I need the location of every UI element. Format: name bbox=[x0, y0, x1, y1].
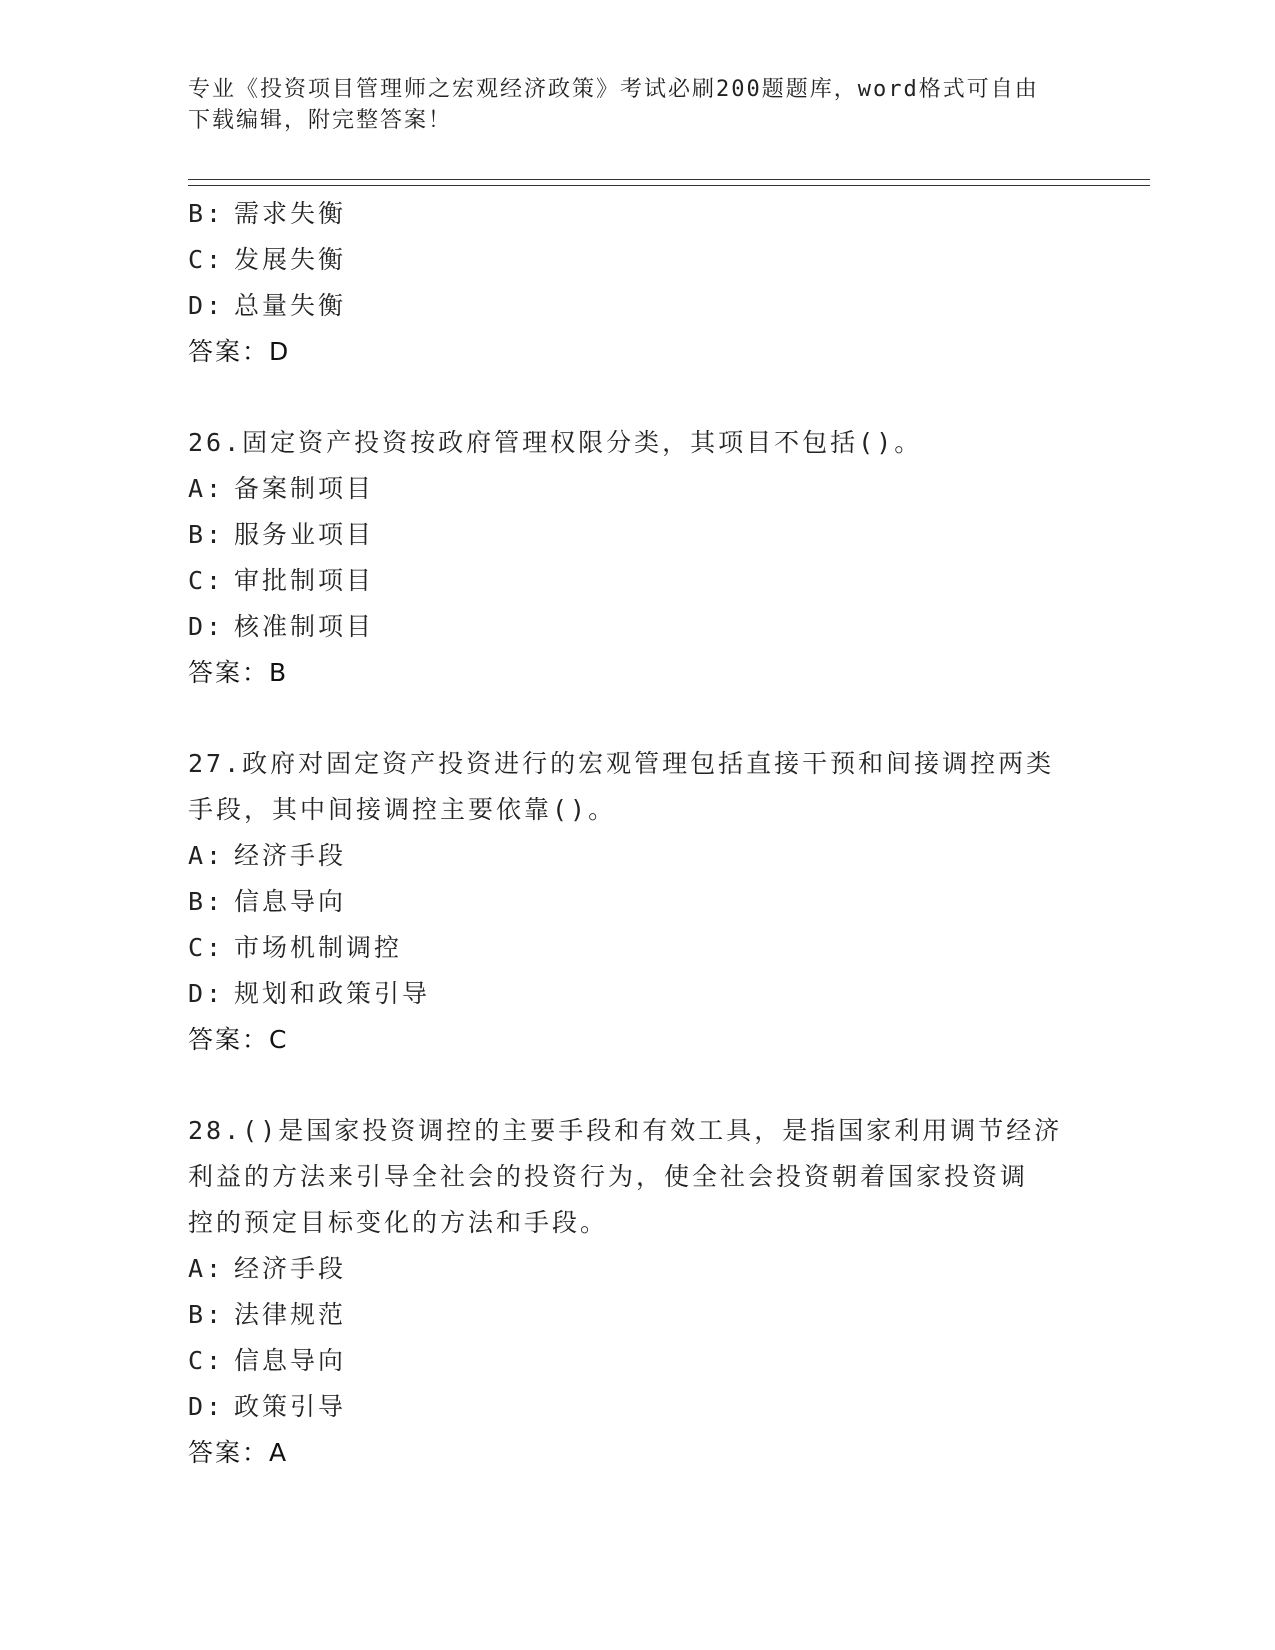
option-a bbox=[188, 466, 1088, 512]
option-b bbox=[188, 191, 1088, 237]
option-letter: C: bbox=[188, 566, 225, 595]
header-divider bbox=[188, 179, 1150, 186]
option-text: 经济手段 bbox=[234, 1254, 347, 1283]
option-letter: C: bbox=[188, 1346, 225, 1375]
option-text: 政策引导 bbox=[234, 1392, 347, 1421]
option-letter: C: bbox=[188, 933, 225, 962]
question-28 bbox=[188, 1108, 1088, 1476]
answer-line: 答案：D bbox=[188, 337, 291, 366]
option-d bbox=[188, 1384, 1088, 1430]
option-text: 规划和政策引导 bbox=[234, 979, 431, 1008]
spacer bbox=[188, 375, 1088, 420]
question-stem-line-2: 手段，其中间接调控主要依靠()。 bbox=[188, 795, 617, 824]
spacer bbox=[188, 696, 1088, 741]
question-list bbox=[188, 191, 1088, 1476]
option-text: 信息导向 bbox=[234, 887, 347, 916]
option-c bbox=[188, 237, 1088, 283]
option-letter: A: bbox=[188, 1254, 225, 1283]
answer-line: 答案：B bbox=[188, 658, 289, 687]
question-26 bbox=[188, 420, 1088, 696]
option-text: 信息导向 bbox=[234, 1346, 347, 1375]
question-stem-line-1: 27.政府对固定资产投资进行的宏观管理包括直接干预和间接调控两类 bbox=[188, 749, 1055, 778]
option-letter: B: bbox=[188, 199, 225, 228]
option-letter: B: bbox=[188, 1300, 225, 1329]
option-letter: D: bbox=[188, 291, 225, 320]
question-25 bbox=[188, 191, 1088, 375]
answer-line: 答案：A bbox=[188, 1438, 289, 1467]
question-stem-line-1: 28.()是国家投资调控的主要手段和有效工具，是指国家利用调节经济 bbox=[188, 1116, 1063, 1145]
answer-line: 答案：C bbox=[188, 1025, 289, 1054]
question-27 bbox=[188, 741, 1088, 1063]
option-letter: A: bbox=[188, 841, 225, 870]
option-c bbox=[188, 925, 1088, 971]
option-c bbox=[188, 1338, 1088, 1384]
spacer bbox=[188, 1063, 1088, 1108]
option-letter: D: bbox=[188, 979, 225, 1008]
option-text: 备案制项目 bbox=[234, 474, 375, 503]
option-text: 市场机制调控 bbox=[234, 933, 403, 962]
option-text: 经济手段 bbox=[234, 841, 347, 870]
option-text: 总量失衡 bbox=[234, 291, 347, 320]
question-stem: 26.固定资产投资按政府管理权限分类，其项目不包括()。 bbox=[188, 428, 923, 457]
question-stem-line-2: 利益的方法来引导全社会的投资行为，使全社会投资朝着国家投资调 bbox=[188, 1162, 1029, 1191]
option-b bbox=[188, 879, 1088, 925]
option-letter: C: bbox=[188, 245, 225, 274]
option-b bbox=[188, 512, 1088, 558]
option-text: 法律规范 bbox=[234, 1300, 347, 1329]
option-text: 发展失衡 bbox=[234, 245, 347, 274]
option-letter: B: bbox=[188, 520, 225, 549]
option-text: 需求失衡 bbox=[234, 199, 347, 228]
option-text: 审批制项目 bbox=[234, 566, 375, 595]
option-text: 服务业项目 bbox=[234, 520, 375, 549]
option-d bbox=[188, 283, 1088, 329]
header-line-1: 专业《投资项目管理师之宏观经济政策》考试必刷200题题库，word格式可自由 bbox=[188, 77, 1039, 102]
page-header bbox=[188, 74, 1068, 136]
option-letter: A: bbox=[188, 474, 225, 503]
option-a bbox=[188, 833, 1088, 879]
option-d bbox=[188, 971, 1088, 1017]
header-line-2: 下载编辑，附完整答案！ bbox=[188, 108, 453, 133]
option-a bbox=[188, 1246, 1088, 1292]
option-letter: B: bbox=[188, 887, 225, 916]
option-letter: D: bbox=[188, 612, 225, 641]
question-stem-line-3: 控的预定目标变化的方法和手段。 bbox=[188, 1208, 609, 1237]
option-c bbox=[188, 558, 1088, 604]
option-d bbox=[188, 604, 1088, 650]
option-text: 核准制项目 bbox=[234, 612, 375, 641]
option-letter: D: bbox=[188, 1392, 225, 1421]
option-b bbox=[188, 1292, 1088, 1338]
